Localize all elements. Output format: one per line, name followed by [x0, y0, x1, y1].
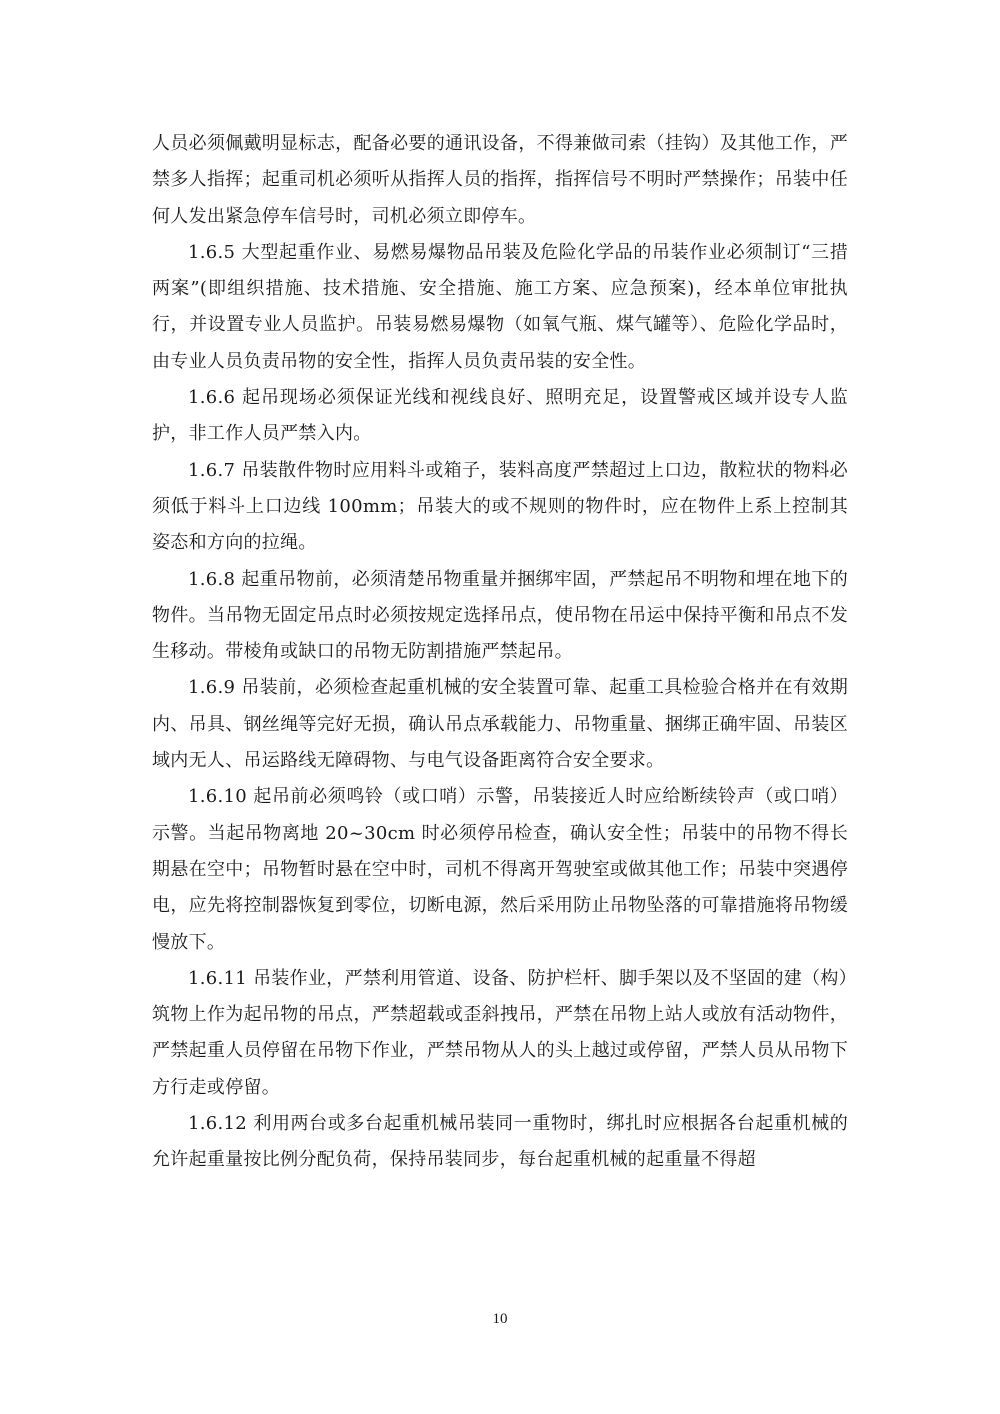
page-number: 10 [492, 1311, 508, 1327]
body-text [152, 126, 848, 1179]
paragraph-1-6-7: 1.6.7 吊装散件物时应用料斗或箱子，装料高度严禁超过上口边，散粒状的物料必须低于料斗上口边线 100mm；吊装大的或不规则的物件时，应在物件上系上控制其姿态和方向的拉绳。 [152, 459, 848, 554]
paragraph-1-6-12: 1.6.12 利用两台或多台起重机械吊装同一重物时，绑扎时应根据各台起重机械的允许起重量按比例分配负荷，保持吊装同步，每台起重机械的起重量不得超 [152, 1113, 848, 1171]
paragraph-1-6-5: 1.6.5 大型起重作业、易燃易爆物品吊装及危险化学品的吊装作业必须制订“三措两案”(即组织措施、技术措施、安全措施、施工方案、应急预案)，经本单位审批执行，并设置专业人员监护。吊装易燃易爆物（如氧气瓶、煤气罐等）、危险化学品时，由专业人员负责吊物的安全性，指挥人员负责吊装的安全性。 [152, 241, 848, 372]
paragraph-1-6-11: 1.6.11 吊装作业，严禁利用管道、设备、防护栏杆、脚手架以及不坚固的建（构）筑物上作为起吊物的吊点，严禁超载或歪斜拽吊，严禁在吊物上站人或放有活动物件，严禁起重人员停留在吊物下作业，严禁吊物从人的头上越过或停留，严禁人员从吊物下方行走或停留。 [152, 967, 848, 1098]
paragraph-1-6-8: 1.6.8 起重吊物前，必须清楚吊物重量并捆绑牢固，严禁起吊不明物和埋在地下的物件。当吊物无固定吊点时必须按规定选择吊点，使吊物在吊运中保持平衡和吊点不发生移动。带棱角或缺口的吊物无防割措施严禁起吊。 [152, 568, 848, 663]
paragraph-1-6-10: 1.6.10 起吊前必须鸣铃（或口哨）示警，吊装接近人时应给断续铃声（或口哨）示警。当起吊物离地 20~30cm 时必须停吊检查，确认安全性；吊装中的吊物不得长期悬在空中；吊物暂时悬在空中时，司机不得离开驾驶室或做其他工作；吊装中突遇停电，应先将控制器恢复到零位，切断电源，然后采用防止吊物坠落的可靠措施将吊物缓慢放下。 [152, 786, 848, 953]
paragraph-continuation: 人员必须佩戴明显标志，配备必要的通讯设备，不得兼做司索（挂钩）及其他工作，严禁多人指挥；起重司机必须听从指挥人员的指挥，指挥信号不明时严禁操作；吊装中任何人发出紧急停车信号时，司机必须立即停车。 [152, 133, 848, 227]
paragraph-1-6-9: 1.6.9 吊装前，必须检查起重机械的安全装置可靠、起重工具检验合格并在有效期内、吊具、钢丝绳等完好无损，确认吊点承载能力、吊物重量、捆绑正确牢固、吊装区域内无人、吊运路线无障碍物、与电气设备距离符合安全要求。 [152, 677, 848, 772]
paragraph-1-6-6: 1.6.6 起吊现场必须保证光线和视线良好、照明充足，设置警戒区域并设专人监护，非工作人员严禁入内。 [152, 387, 848, 445]
